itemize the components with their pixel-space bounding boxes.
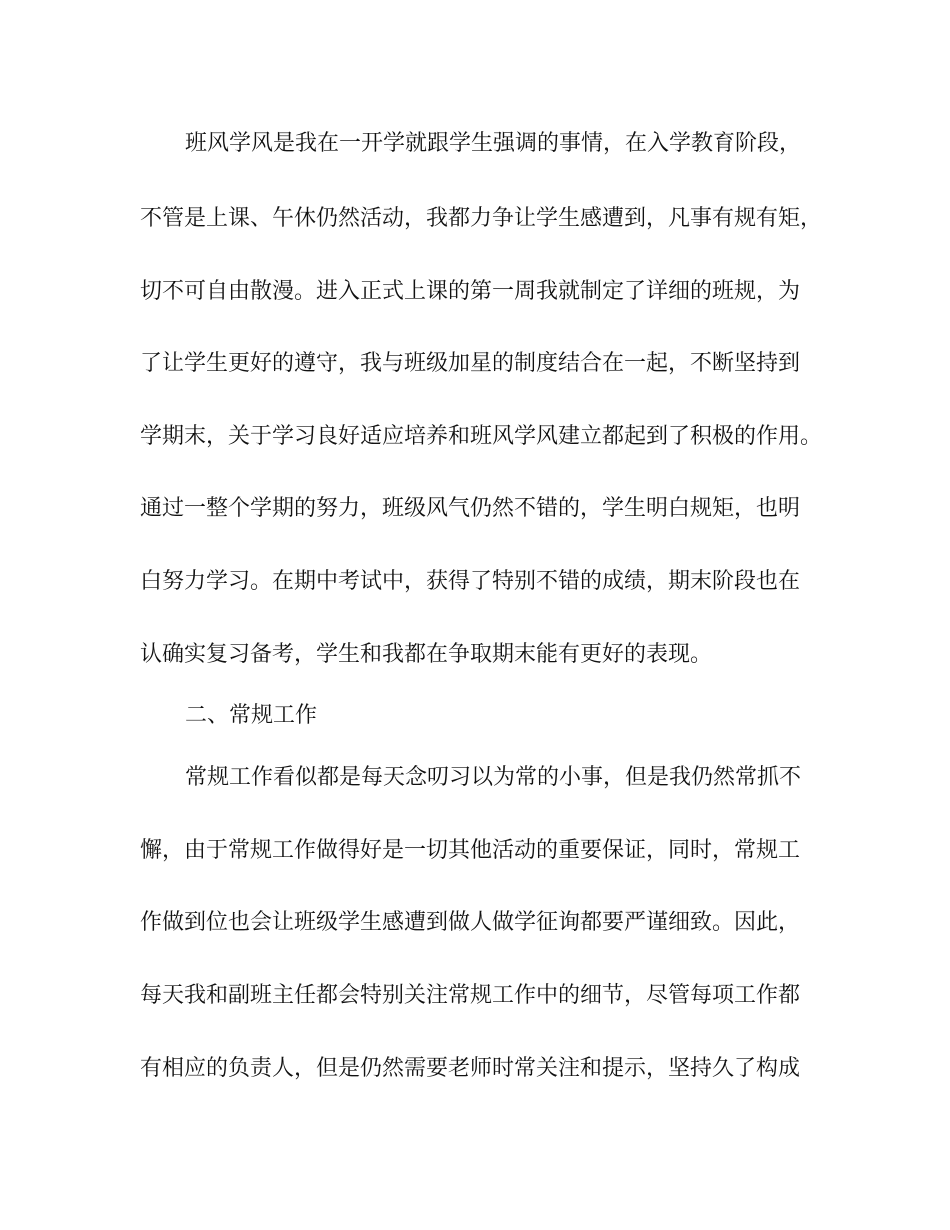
- paragraph-line-10: 懈，由于常规工作做得好是一切其他活动的重要保证，同时，常规工: [140, 838, 801, 863]
- paragraph-line-4: 了让学生更好的遵守，我与班级加星的制度结合在一起，不断坚持到: [140, 351, 801, 376]
- paragraph-line-6: 通过一整个学期的努力，班级风气仍然不错的，学生明白规矩，也明: [140, 496, 801, 521]
- paragraph-line-3: 切不可自由散漫。进入正式上课的第一周我就制定了详细的班规，为: [140, 279, 801, 304]
- paragraph-line-9: 常规工作看似都是每天念叨习以为常的小事，但是我仍然常抓不: [185, 765, 802, 790]
- paragraph-line-5: 学期末，关于学习良好适应培养和班风学风建立都起到了积极的作用。: [140, 424, 823, 449]
- paragraph-line-7: 白努力学习。在期中考试中，获得了特别不错的成绩，期末阶段也在: [140, 569, 801, 594]
- paragraph-line-8: 认确实复习备考，学生和我都在争取期末能有更好的表现。: [140, 642, 713, 667]
- paragraph-line-12: 每天我和副班主任都会特别关注常规工作中的细节，尽管每项工作都: [140, 983, 801, 1008]
- paragraph-line-2: 不管是上课、午休仍然活动，我都力争让学生感遭到，凡事有规有矩，: [140, 206, 823, 231]
- paragraph-line-13: 有相应的负责人，但是仍然需要老师时常关注和提示，坚持久了构成: [140, 1056, 801, 1081]
- paragraph-line-11: 作做到位也会让班级学生感遭到做人做学征询都要严谨细致。因此，: [140, 910, 801, 935]
- section-heading: 二、常规工作: [185, 703, 318, 728]
- paragraph-line-1: 班风学风是我在一开学就跟学生强调的事情，在入学教育阶段，: [185, 131, 802, 156]
